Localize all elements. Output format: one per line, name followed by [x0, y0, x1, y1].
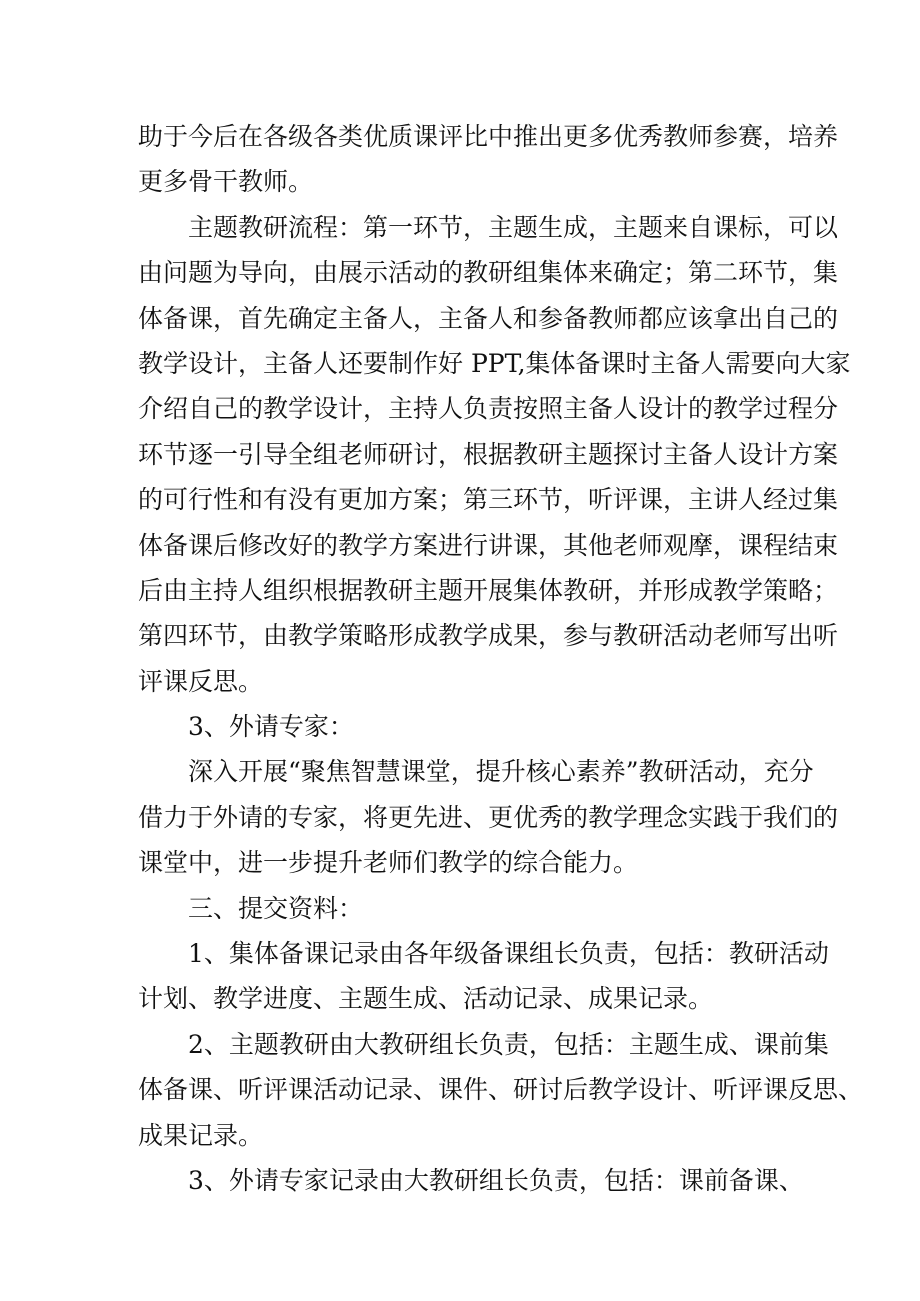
section-heading: 3、外请专家： — [188, 712, 354, 742]
section-heading: 三、提交资料： — [188, 893, 364, 923]
text-line: 体备课、听评课活动记录、课件、研讨后教学设计、听评课反思、 — [138, 1075, 864, 1105]
paragraph-start-line: 深入开展“聚焦智慧课堂，提升核心素养”教研活动，充分 — [188, 757, 814, 787]
paragraph-start-line: 1、集体备课记录由各年级备课组长负责，包括：教研活动 — [188, 939, 829, 969]
text-line: 的可行性和有没有更加方案；第三环节，听评课，主讲人经过集 — [138, 485, 839, 515]
text-line: 后由主持人组织根据教研主题开展集体教研，并形成教学策略； — [138, 575, 839, 605]
paragraph-start-line: 3、外请专家记录由大教研组长负责，包括：课前备课、 — [188, 1165, 804, 1195]
text-line: 借力于外请的专家，将更先进、更优秀的教学理念实践于我们的 — [138, 802, 839, 832]
text-line: 成果记录。 — [138, 1120, 264, 1150]
paragraph-start-line: 主题教研流程：第一环节，主题生成，主题来自课标，可以 — [188, 212, 839, 242]
document-body — [138, 114, 864, 1203]
text-line: 课堂中，进一步提升老师们教学的综合能力。 — [138, 848, 639, 878]
text-line: 更多骨干教师。 — [138, 167, 314, 197]
text-line: 由问题为导向，由展示活动的教研组集体来确定；第二环节，集 — [138, 258, 839, 288]
paragraph-start-line: 2、主题教研由大教研组长负责，包括：主题生成、课前集 — [188, 1029, 829, 1059]
text-line: 第四环节，由教学策略形成教学成果，参与教研活动老师写出听 — [138, 621, 839, 651]
text-line: 介绍自己的教学设计，主持人负责按照主备人设计的教学过程分 — [138, 394, 839, 424]
text-line: 体备课，首先确定主备人，主备人和参备教师都应该拿出自己的 — [138, 303, 839, 333]
text-line: 体备课后修改好的教学方案进行讲课，其他老师观摩，课程结束 — [138, 530, 839, 560]
text-line: 计划、教学进度、主题生成、活动记录、成果记录。 — [138, 984, 714, 1014]
text-line: 环节逐一引导全组老师研讨，根据教研主题探讨主备人设计方案 — [138, 439, 839, 469]
text-line: 教学设计，主备人还要制作好 PPT,集体备课时主备人需要向大家 — [138, 348, 851, 378]
text-line: 评课反思。 — [138, 666, 264, 696]
text-line: 助于今后在各级各类优质课评比中推出更多优秀教师参赛，培养 — [138, 122, 839, 151]
